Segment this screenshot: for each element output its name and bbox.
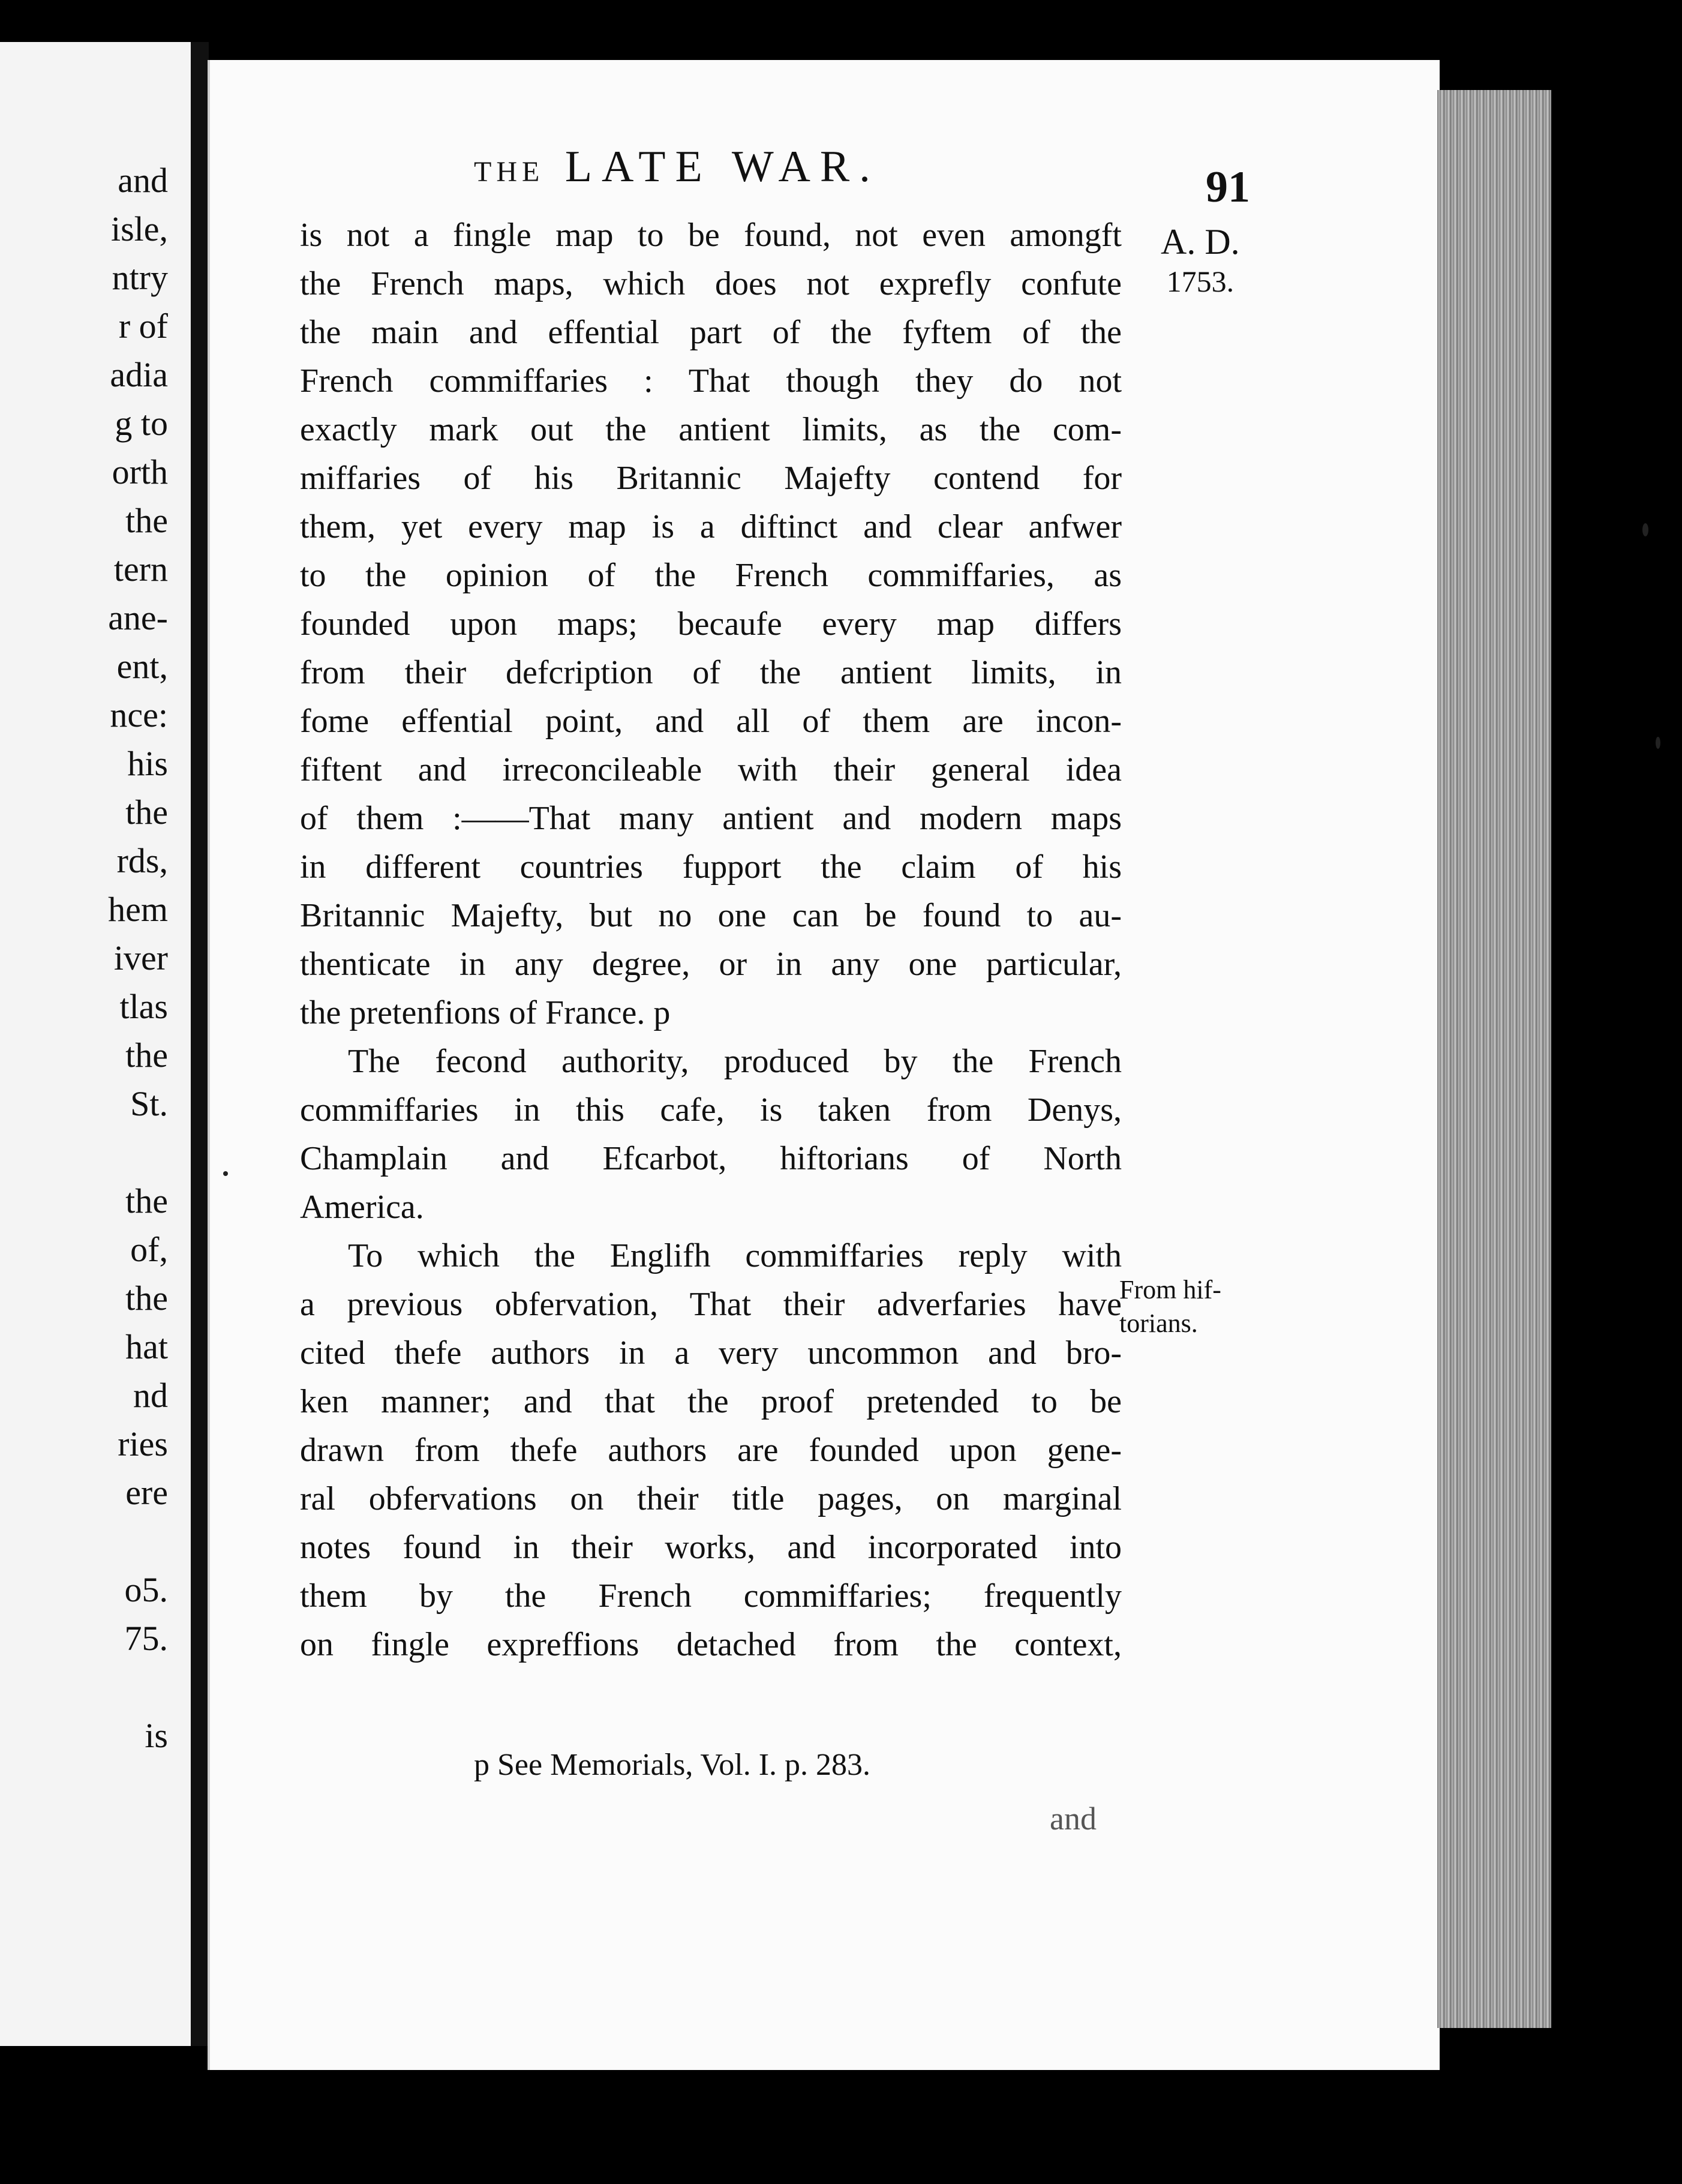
margin-note — [1119, 1273, 1221, 1340]
left-page-fragment: the — [125, 1036, 168, 1075]
body-text — [300, 211, 1122, 1669]
text-line: them, yet every map is a diftinct and clear anfwer — [300, 508, 1122, 545]
facing-page-left — [0, 42, 194, 2046]
left-page-fragment: ane- — [108, 598, 168, 637]
text-line: ken manner; and that the proof pretended to be — [300, 1383, 1122, 1420]
left-page-fragment: o5. — [124, 1570, 168, 1609]
left-page-fragment: hat — [125, 1327, 168, 1366]
left-page-fragment: iver — [113, 938, 168, 977]
margin-date-label: A. D. — [1161, 222, 1240, 262]
ink-speck — [1642, 523, 1648, 536]
text-line: notes found in their works, and incorporated into — [300, 1529, 1122, 1566]
running-head-title: LATE WAR. — [564, 142, 880, 191]
text-line: Champlain and Efcarbot, hiftorians of North — [300, 1140, 1122, 1177]
left-page-fragment: is — [145, 1716, 168, 1755]
left-page-fragment: the — [125, 793, 168, 832]
background-edge — [1551, 90, 1682, 2028]
ink-speck — [1656, 737, 1660, 749]
left-page-fragment: the — [125, 501, 168, 540]
left-page-fragment: the — [125, 1279, 168, 1318]
text-line: is not a fingle map to be found, not even amongft — [300, 217, 1122, 254]
left-page-fragment: St. — [130, 1084, 168, 1123]
text-line: the pretenfions of France. p — [300, 994, 671, 1031]
book-gutter — [191, 42, 209, 2046]
left-page-fragment: g to — [115, 404, 168, 443]
left-page-fragment: isle, — [110, 209, 168, 248]
footnote: p See Memorials, Vol. I. p. 283. — [474, 1748, 871, 1782]
left-page-fragment: r of — [118, 307, 168, 346]
text-line: exactly mark out the antient limits, as the com- — [300, 411, 1122, 448]
left-page-fragment: hem — [108, 890, 168, 929]
left-page-fragment: ere — [125, 1473, 168, 1512]
text-line: America. — [300, 1189, 424, 1226]
left-page-fragment: orth — [112, 452, 168, 491]
left-page-fragment: nd — [133, 1376, 168, 1415]
text-line: to the opinion of the French commiffaries, as — [300, 557, 1122, 594]
left-page-fragment: adia — [110, 355, 168, 394]
left-page-fragment: tern — [113, 550, 168, 589]
ink-speck — [223, 1171, 228, 1176]
text-line: founded upon maps; becaufe every map differs — [300, 605, 1122, 643]
text-line: commiffaries in this cafe, is taken from Denys, — [300, 1091, 1122, 1129]
text-line: thenticate in any degree, or in any one particular, — [300, 946, 1122, 983]
text-line: drawn from thefe authors are founded upon gene- — [300, 1432, 1122, 1469]
margin-note-line: torians. — [1119, 1309, 1198, 1338]
left-page-fragment: 75. — [124, 1619, 168, 1658]
text-line: ral obfervations on their title pages, on marginal — [300, 1480, 1122, 1517]
left-page-fragment: his — [127, 744, 168, 783]
left-page-fragment: ent, — [116, 647, 168, 686]
page-number: 91 — [1206, 163, 1250, 212]
margin-date — [1161, 222, 1240, 301]
text-line: miffaries of his Britannic Majefty contend for — [300, 460, 1122, 497]
text-line: from their defcription of the antient limits, in — [300, 654, 1122, 691]
left-page-fragment: ries — [118, 1424, 168, 1463]
text-line: the French maps, which does not exprefly confute — [300, 265, 1122, 302]
text-line: Britannic Majefty, but no one can be found to au- — [300, 897, 1122, 934]
left-page-fragment: tlas — [119, 987, 168, 1026]
left-page-fragment: rds, — [116, 841, 168, 880]
text-line: a previous obfervation, That their adverfaries have — [300, 1286, 1122, 1323]
left-page-fragment: nce: — [110, 695, 168, 734]
left-page-fragment: of, — [130, 1230, 168, 1269]
text-line: in different countries fupport the claim of his — [300, 848, 1122, 886]
text-line: cited thefe authors in a very uncommon and bro- — [300, 1334, 1122, 1372]
left-page-fragment: the — [125, 1181, 168, 1220]
text-line: them by the French commiffaries; frequently — [300, 1577, 1122, 1615]
text-line: fome effential point, and all of them are incon- — [300, 703, 1122, 740]
running-head-prefix: THE — [474, 156, 545, 188]
text-line: on fingle expreffions detached from the context, — [300, 1626, 1122, 1663]
text-line: the main and effential part of the fyftem of the — [300, 314, 1122, 351]
left-page-fragment: ntry — [112, 258, 168, 297]
page-block-edge — [1437, 90, 1551, 2028]
text-line: fiftent and irreconcileable with their general idea — [300, 751, 1122, 788]
text-line: The fecond authority, produced by the French — [348, 1043, 1122, 1080]
left-page-fragment: and — [118, 161, 168, 200]
catchword: and — [1050, 1801, 1097, 1837]
text-line: of them :——That many antient and modern maps — [300, 800, 1122, 837]
text-line: French commiffaries : That though they do not — [300, 362, 1122, 400]
margin-note-line: From hif- — [1119, 1275, 1221, 1304]
margin-date-year: 1753. — [1166, 265, 1235, 298]
running-head — [474, 142, 880, 193]
text-line: To which the Englifh commiffaries reply with — [348, 1237, 1122, 1274]
